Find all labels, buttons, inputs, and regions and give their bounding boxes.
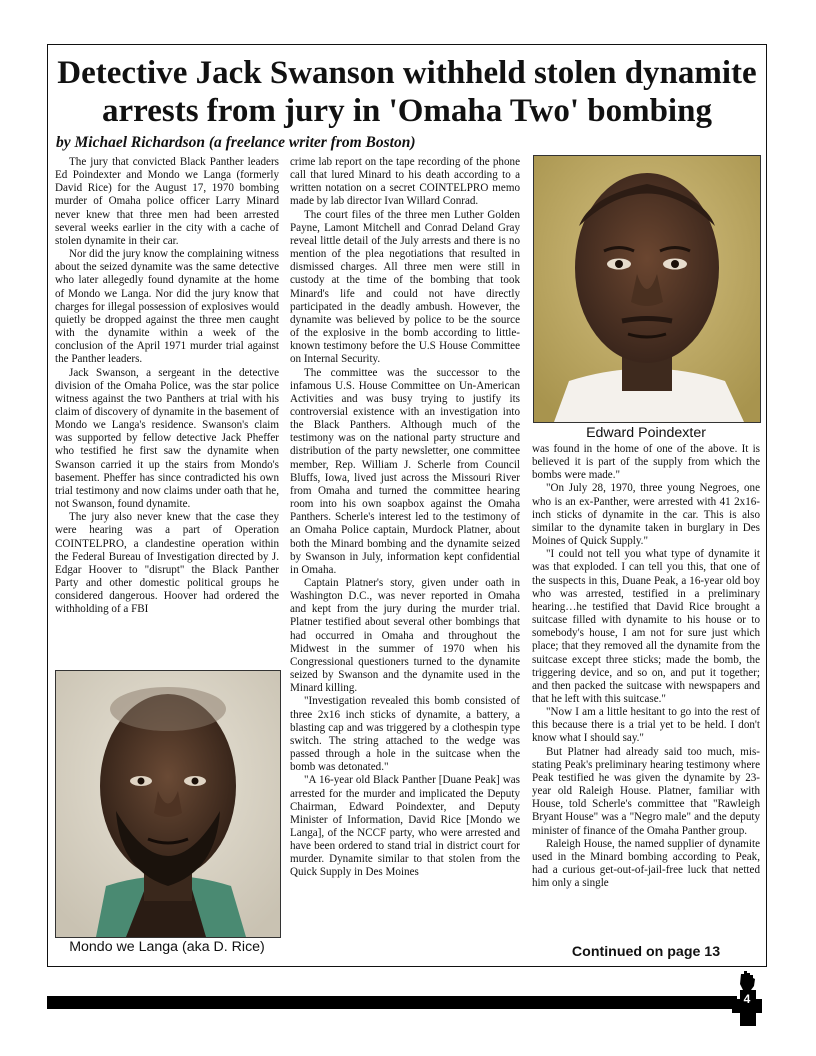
column-3 xyxy=(532,443,760,943)
paragraph: The jury that convicted Black Panther leaders Ed Poindexter and Mondo we Langa (formerly David Rice) for the August 17, 1970 bombing murder of Omaha police officer Larry Minard never knew that three men had been arrested several weeks earlier in the city with a cache of stolen dynamite in their car. xyxy=(55,156,279,247)
paragraph: was found in the home of one of the above. It is believed it is part of the supply from which the bombs were made." xyxy=(532,443,760,482)
paragraph: crime lab report on the tape recording of the phone call that lured Minard to his death according to a written notation on a secret COINTELPRO memo made by lab director Ivan Willard Conrad. xyxy=(290,156,520,208)
page-number: 4 xyxy=(743,992,751,1006)
column-1 xyxy=(55,156,279,666)
photo-edward-poindexter xyxy=(533,155,761,423)
paragraph: "I could not tell you what type of dynamite it was that exploded. I can tell you this, that one of the suspects in this, Duane Peak, a 16-year old boy who was arrested, testified in a preliminary hearing…he testified that David Rice brought a suitcase filled with dynamite to his house or to somebody's house, I am not for sure just which place; that they removed all the dynamite from the suitcase except three sticks; made the bomb, the triggering device, and so on, and put it together; and then packed the suitcase with newspapers and that he left with this suitcase." xyxy=(532,548,760,705)
paragraph: "Investigation revealed this bomb consisted of three 2x16 inch sticks of dynamite, a battery, a blasting cap and was triggered by a clothespin type switch. The string attached to the wedge was passed through a hole in the suitcase when the bomb was detonated." xyxy=(290,695,520,774)
paragraph: Captain Platner's story, given under oath in Washington D.C., was never reported in Omaha and kept from the jury during the murder trial. Platner testified about several other bombings that had occurred in Omaha and throughout the Midwest in the summer of 1970 when his Congressional questioners turned to the dynamite seized by Swanson and the dynamite used in the Minard killing. xyxy=(290,577,520,695)
paragraph: The court files of the three men Luther Golden Payne, Lamont Mitchell and Conrad Deland Gray reveal little detail of the July arrests and there is no mention of the plea negotiations that resulted in dismissed charges. All three men were still in custody at the time of the bombing that took Minard's life and could not have directly participated in the deadly ambush. However, the dynamite was believed by police to be the source of the explosive in the bomb according to little-known testimony before the U.S House Committee on Internal Security. xyxy=(290,208,520,366)
paragraph: "Now I am a little hesitant to go into the rest of this because there is a trial yet to be held. I don't know what I should say." xyxy=(532,706,760,745)
photo-mondo-we-langa xyxy=(55,670,281,938)
footer-rule xyxy=(47,996,737,1009)
headline: Detective Jack Swanson withheld stolen dynamite arrests from jury in 'Omaha Two' bombing xyxy=(57,55,757,129)
caption-mondo-we-langa: Mondo we Langa (aka D. Rice) xyxy=(69,939,265,955)
paragraph: "On July 28, 1970, three young Negroes, one who is an ex-Panther, were arrested with 41 2x16-inch sticks of dynamite in the car. This is also similar to the dynamite taken in burglary in Des Moines of Quick Supply." xyxy=(532,482,760,548)
paragraph: Raleigh House, the named supplier of dynamite used in the Minard bombing according to Peak, had a curious get-out-of-jail-free luck that netted him only a single xyxy=(532,837,760,890)
paragraph: But Platner had already said too much, mis-stating Peak's preliminary hearing testimony where Peak testified he was given the dynamite by 23-year old Raleigh House. Platner, familiar with House, told Scherle's committee that "Rawleigh Bryant House" was a "Negro male" and the deputy minister of finance of the Omaha Panther group. xyxy=(532,745,760,837)
byline: by Michael Richardson (a freelance writer from Boston) xyxy=(56,134,416,151)
paragraph: "A 16-year old Black Panther [Duane Peak] was arrested for the murder and implicated the Deputy Chairman, Edward Poindexter, and Deputy Minister of Information, David Rice [Mondo we Langa], of the NCCF party, who were arrested and have been ordered to stand trial in district court for murder. Dynamite similar to that stolen from the Quick Supply in Des Moines xyxy=(290,774,520,879)
caption-edward-poindexter: Edward Poindexter xyxy=(586,425,706,441)
continued-link[interactable]: Continued on page 13 xyxy=(571,944,721,960)
paragraph: Nor did the jury know the complaining witness about the seized dynamite was the same detective who later allegedly found dynamite at the home of Mondo we Langa. Nor did the jury know that charges for illegal possession of explosives would quietly be dropped against the three men caught with the dynamite within a week of the conclusion of the April 1971 murder trial against the Panther leaders. xyxy=(55,248,279,366)
paragraph: Jack Swanson, a sergeant in the detective division of the Omaha Police, was the star police witness against the two Panthers at trial with his claim of discovery of dynamite in the basement of Mondo we Langa's residence. Swanson's claim was supported by fellow detective Jack Pheffer who testified he first saw the dynamite when Swanson carried it up the stairs from Mondo's basement. Pheffer has since contradicted his own trial testimony and now claims under oath that he, not Swanson, found dynamite. xyxy=(55,366,279,511)
column-2 xyxy=(290,156,520,956)
paragraph: The jury also never knew that the case they were hearing was a part of Operation COINTELPRO, a clandestine operation within the Federal Bureau of Investigation directed by J. Edgar Hoover to "disrupt" the Black Panther Party and other domestic political groups he considered dangerous. Hoover had ordered the withholding of a FBI xyxy=(55,511,279,616)
paragraph: The committee was the successor to the infamous U.S. House Committee on Un-American Activities and was busy trying to justify its controversial existence with an investigation into the Black Panthers. Although much of the testimony was on the national party structure and distribution of the party newsletter, one committee member, Rep. William J. Scherle from Council Bluffs, Iowa, lived just across the Missouri River from Omaha and turned the committee hearing room into his own soapbox against the Omaha Panthers. Scherle's interest led to the testimony of an Omaha Police captain, Murdock Platner, about both the Minard bombing and the dynamite seized by Swanson in July, information kept confidential in Omaha. xyxy=(290,366,520,576)
